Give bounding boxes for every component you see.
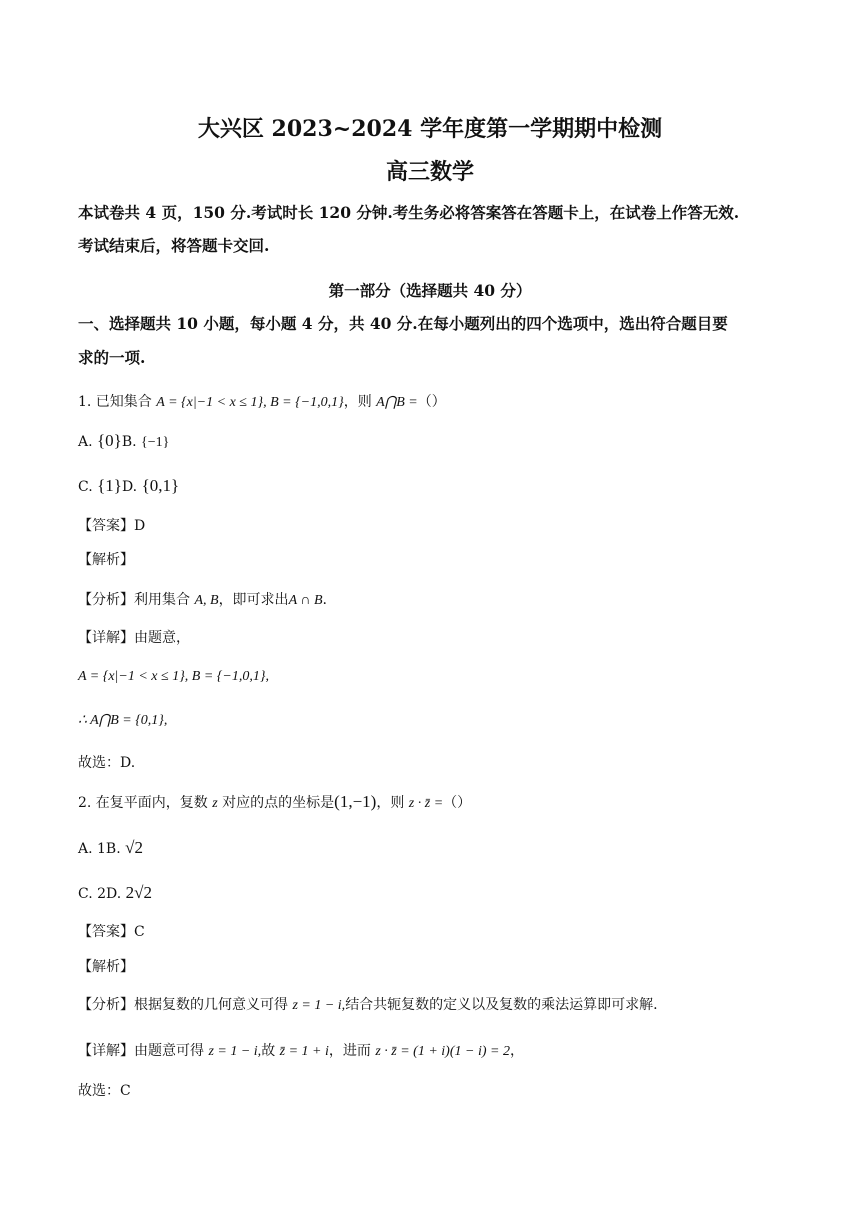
q1-prefix: 1. 已知集合	[78, 394, 152, 410]
q2-detail-prefix: 【详解】由题意可得	[78, 1043, 204, 1059]
q2-option-b: √2	[125, 838, 143, 857]
q2-coord: (1,−1)	[334, 792, 377, 811]
q2-option-d-label: D.	[106, 886, 122, 902]
q1-fenxi	[78, 590, 327, 611]
q1-detail-line-2: A = {x|−1 < x ≤ 1}, B = {−1,0,1},	[78, 669, 269, 684]
q2-detail-math-3: z · z̄ = (1 + i)(1 − i) = 2	[375, 1044, 510, 1059]
q1-option-d-label: D.	[121, 479, 138, 495]
q2-fenxi	[78, 995, 658, 1016]
q2-options-ab	[78, 838, 143, 859]
q2-option-b-label: B.	[105, 841, 121, 857]
q2-mid: 对应的点的坐标是	[222, 795, 335, 811]
q1-fenxi-mid: ，即可求出	[218, 592, 289, 608]
exam-subject: 高三数学	[385, 159, 474, 185]
q2-detail-mid-1: 故	[261, 1043, 276, 1059]
part1-intro-line-1: 一、选择题共 10 小题，每小题 4 分，共 40 分.在每小题列出的四个选项中，选出符合题目要	[78, 314, 728, 333]
q2-z: z	[212, 796, 218, 811]
exam-title: 大兴区 2023~2024 学年度第一学期期中检测	[197, 116, 663, 142]
q1-option-b: {−1}	[141, 435, 170, 450]
q2-prefix: 2. 在复平面内，复数	[78, 795, 208, 811]
q2-stem	[78, 792, 471, 814]
q2-ask-math: z · z̄ =	[408, 796, 444, 811]
q1-paren: （）	[417, 394, 446, 410]
q2-choose: 故选：C	[78, 1083, 131, 1099]
q2-detail-mid-2: ，进而	[328, 1043, 371, 1059]
q1-fenxi-math-2: A ∩ B	[288, 593, 323, 608]
q2-detail-end: ，	[509, 1043, 524, 1059]
q2-analysis-label: 【解析】	[78, 959, 134, 975]
q1-stem	[78, 392, 446, 413]
q2-fenxi-rest: 结合共轭复数的定义以及复数的乘法运算即可求解.	[345, 997, 658, 1013]
q2-fenxi-prefix: 【分析】根据复数的几何意义可得	[78, 997, 288, 1013]
q2-fenxi-math: z = 1 − i,	[292, 998, 346, 1013]
instructions-line-2: 考试结束后，将答题卡交回.	[78, 236, 270, 255]
q2-answer: 【答案】C	[78, 924, 145, 940]
q2-options-cd	[78, 883, 152, 904]
part1-heading: 第一部分（选择题共 40 分）	[328, 281, 532, 300]
q1-detail-label: 【详解】由题意，	[78, 630, 190, 646]
q2-option-d: 2√2	[125, 883, 153, 902]
instructions-line-1: 本试卷共 4 页，150 分.考试时长 120 分钟.考生务必将答案答在答题卡上，在试卷上作答无效.	[78, 203, 740, 222]
q1-fenxi-end: .	[322, 592, 327, 608]
q1-fenxi-prefix: 【分析】利用集合	[78, 592, 190, 608]
q1-ask-math: A⋂B =	[376, 395, 418, 410]
q2-option-a: A. 1	[78, 841, 106, 857]
q1-options-cd	[78, 476, 179, 497]
q1-option-c-label: C.	[78, 479, 93, 495]
q1-option-b-label: B.	[121, 434, 137, 450]
q2-then: ，则	[376, 795, 405, 811]
q1-fenxi-math-1: A, B	[194, 593, 219, 608]
part1-intro-line-2: 求的一项.	[78, 348, 146, 367]
q2-detail-math-1: z = 1 − i,	[208, 1044, 262, 1059]
q1-options-ab	[78, 431, 169, 453]
q1-option-c: {1}	[97, 476, 122, 495]
q2-option-c: C. 2	[78, 886, 107, 902]
q2-paren: （）	[443, 795, 472, 811]
q1-choose: 故选：D.	[78, 755, 136, 771]
q1-option-d: {0,1}	[141, 476, 180, 495]
q1-stem-math: A = {x|−1 < x ≤ 1}, B = {−1,0,1}	[156, 395, 344, 410]
q1-detail-line-3: ∴ A⋂B = {0,1},	[78, 713, 168, 728]
q2-detail-math-2: z̄ = 1 + i	[279, 1044, 329, 1059]
q1-option-a: {0}	[97, 431, 122, 450]
q1-then: ，则	[343, 394, 372, 410]
q1-option-a-label: A.	[78, 434, 93, 450]
q2-detail	[78, 1041, 524, 1062]
q1-analysis-label: 【解析】	[78, 552, 134, 568]
q1-answer: 【答案】D	[78, 518, 146, 534]
